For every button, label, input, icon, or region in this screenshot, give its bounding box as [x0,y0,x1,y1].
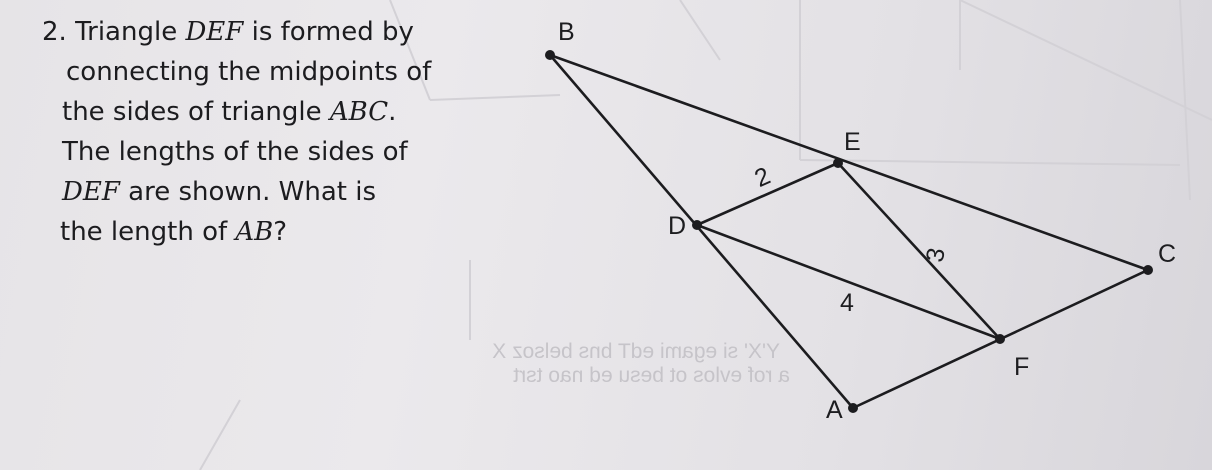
triangle-abc-name: ABC [329,97,389,127]
point-e [833,158,843,168]
label-c: C [1158,240,1177,268]
label-e: E [844,128,861,156]
problem-line-6-pre: the length of [60,217,236,247]
label-a: A [826,396,843,424]
problem-line-3-pre: the sides of triangle [62,97,330,127]
point-b [545,50,555,60]
segment-ef [838,163,1000,339]
label-d: D [668,212,687,240]
length-de: 2 [750,161,775,193]
problem-line-1-pre: Triangle [75,17,186,47]
side-bc [550,55,1148,270]
problem-line-3-post: . [388,97,397,127]
point-c [1143,265,1153,275]
problem-line-2: connecting the midpoints of [66,57,432,87]
point-f [995,334,1005,344]
point-d [692,220,702,230]
label-b: B [558,18,575,46]
segment-df [697,225,1000,339]
length-ef: 3 [920,245,951,265]
point-a [848,403,858,413]
svg-text:Y'X' si egami edT bns belsoz X: Y'X' si egami edT bns belsoz X [492,340,780,363]
svg-text:a rof evlos ot besu ed nao tsr: a rof evlos ot besu ed nao tsrt [513,364,790,387]
problem-line-1-post: is formed by [243,17,414,47]
side-ab [550,55,853,408]
triangle-def-name: DEF [185,17,244,47]
length-df: 4 [840,289,854,317]
segment-ab-name: AB [235,217,274,247]
problem-line-6-post: ? [273,217,288,247]
problem-line-4: The lengths of the sides of [62,137,408,167]
problem-line-5-post: are shown. What is [119,177,377,207]
triangle-def-name-2: DEF [62,177,120,207]
label-f: F [1014,353,1030,381]
problem-number: 2. [42,17,67,47]
